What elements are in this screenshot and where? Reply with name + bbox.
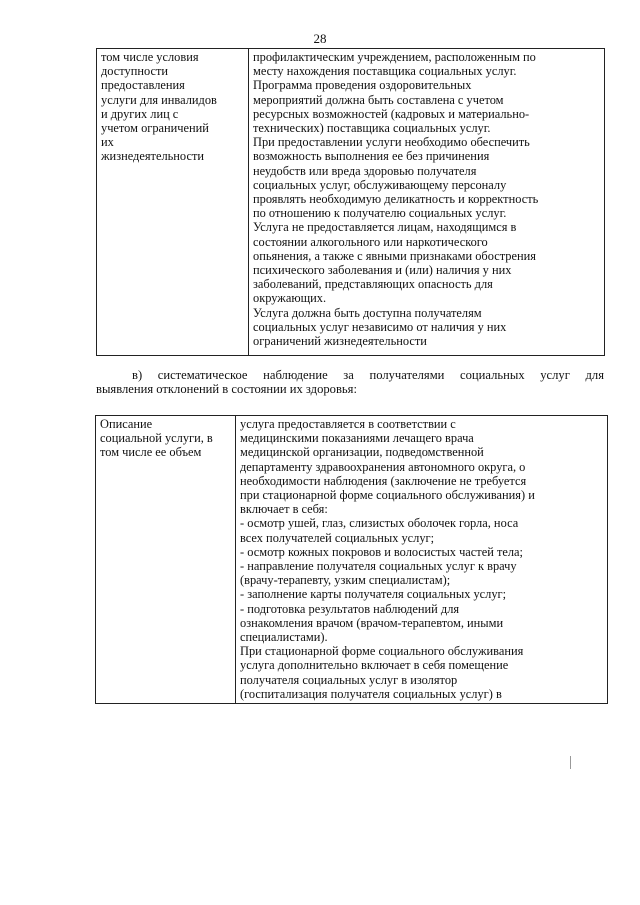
section-paragraph	[96, 368, 604, 397]
text-line: Услуга не предоставляется лицам, находящимся в	[253, 220, 517, 235]
text-line: месту нахождения поставщика социальных услуг.	[253, 64, 517, 79]
text-line: заболеваний, представляющих опасность для	[253, 277, 493, 292]
text-line: психического заболевания и (или) наличия у них	[253, 263, 512, 278]
text-line: неудобств или вреда здоровью получателя	[253, 163, 477, 178]
text-line: возможность выполнения ее без причинения	[253, 149, 490, 164]
table-cell-content	[249, 49, 605, 356]
text-line: том числе ее объем	[100, 445, 202, 460]
paragraph-line: в) систематическое наблюдение за получателями социальных услуг для	[132, 368, 604, 382]
text-line: медицинскими показаниями лечащего врача	[240, 431, 474, 446]
text-line: мероприятий должна быть составлена с учетом	[253, 92, 504, 107]
text-line: их	[101, 135, 114, 150]
text-line: включает в себя:	[240, 502, 328, 517]
paragraph-line: выявления отклонений в состоянии их здоровья:	[96, 382, 357, 397]
text-line: опьянения, а также с явными признаками обострения	[253, 248, 536, 263]
text-line: Описание	[100, 417, 153, 431]
text-line: При стационарной форме социального обслуживания	[240, 644, 524, 659]
service-description-table	[95, 415, 608, 704]
text-line: и других лиц с	[101, 106, 179, 121]
table-row	[96, 416, 608, 704]
text-line: окружающих.	[253, 291, 327, 306]
text-line: При предоставлении услуги необходимо обеспечить	[253, 135, 530, 150]
table-cell-label	[96, 416, 236, 704]
text-line: социальных услуг, обслуживающему персоналу	[253, 177, 507, 192]
text-line: ограничений жизнедеятельности	[253, 334, 427, 349]
text-line: доступности	[101, 64, 169, 79]
text-line: проявлять необходимую деликатность и корректность	[253, 192, 539, 207]
text-line: - заполнение карты получателя социальных услуг;	[240, 587, 507, 602]
text-line: предоставления	[101, 78, 185, 93]
text-line: по отношению к получателю социальных услуг.	[253, 206, 507, 221]
text-line: услуга дополнительно включает в себя помещение	[240, 658, 509, 673]
text-line: ознакомления врачом (врачом-терапевтом, иными	[240, 615, 504, 630]
scan-mark	[570, 756, 571, 769]
text-line: - осмотр ушей, глаз, слизистых оболочек горла, носа	[240, 516, 519, 531]
text-line: Программа проведения оздоровительных	[253, 78, 472, 93]
table-cell-label	[97, 49, 249, 356]
text-line: медицинской организации, подведомственной	[240, 445, 484, 460]
service-table-continued	[96, 48, 605, 356]
text-line: специалистами).	[240, 630, 328, 645]
text-line: жизнедеятельности	[101, 149, 204, 164]
text-line: услуги для инвалидов	[101, 92, 217, 107]
text-line: технических) поставщика социальных услуг.	[253, 121, 491, 136]
table-row	[97, 49, 605, 356]
text-line: - осмотр кожных покровов и волосистых частей тела;	[240, 544, 523, 559]
text-line: состоянии алкогольного или наркотического	[253, 234, 488, 249]
text-line: департаменту здравоохранения автономного округа, о	[240, 459, 526, 474]
text-line: том числе условия	[101, 50, 199, 64]
text-line: профилактическим учреждением, расположенным по	[253, 50, 536, 64]
text-line: - направление получателя социальных услуг к врачу	[240, 559, 517, 574]
text-line: услуга предоставляется в соответствии с	[240, 417, 456, 431]
text-line: (врачу-терапевту, узким специалистам);	[240, 573, 451, 588]
text-line: получателя социальных услуг в изолятор	[240, 672, 458, 687]
text-line: необходимости наблюдения (заключение не требуется	[240, 473, 527, 488]
text-line: ресурсных возможностей (кадровых и материально-	[253, 106, 530, 121]
text-line: всех получателей социальных услуг;	[240, 530, 435, 545]
text-line: (госпитализация получателя социальных услуг) в	[240, 686, 502, 701]
text-line: - подготовка результатов наблюдений для	[240, 601, 460, 616]
text-line: социальной услуги, в	[100, 431, 213, 446]
text-line: Услуга должна быть доступна получателям	[253, 305, 482, 320]
table-cell-content	[236, 416, 608, 704]
page-number: 28	[313, 31, 327, 46]
text-line: социальных услуг независимо от наличия у них	[253, 319, 507, 334]
text-line: учетом ограничений	[101, 121, 209, 136]
text-line: при стационарной форме социального обслуживания) и	[240, 488, 535, 503]
